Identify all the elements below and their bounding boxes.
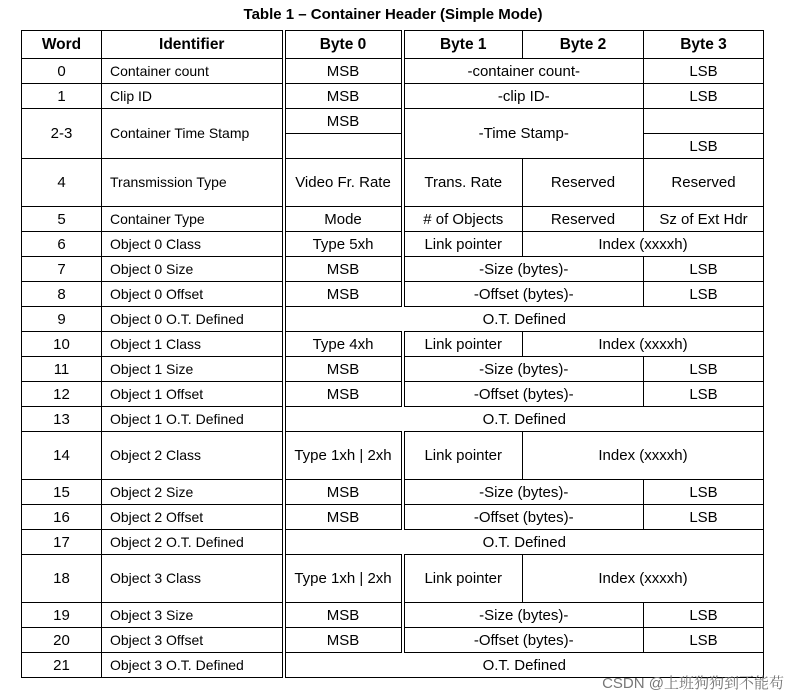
byte2-cell: Reserved: [523, 159, 644, 207]
header-row: [22, 31, 764, 59]
bytes-all-cell: O.T. Defined: [284, 653, 764, 678]
table-row: [22, 603, 764, 628]
byte3-cell: LSB: [644, 282, 764, 307]
byte12-cell: -Offset (bytes)-: [403, 382, 644, 407]
word-cell: 0: [22, 59, 102, 84]
header-byte3: Byte 3: [644, 31, 764, 59]
byte1-cell: Trans. Rate: [403, 159, 523, 207]
byte1-cell: Link pointer: [403, 332, 523, 357]
word-cell: 10: [22, 332, 102, 357]
table-row: [22, 307, 764, 332]
byte3-cell: LSB: [644, 84, 764, 109]
byte3-cell: LSB: [644, 382, 764, 407]
byte12-cell: -Size (bytes)-: [403, 357, 644, 382]
table-row: [22, 505, 764, 530]
byte0-cell-empty: [284, 134, 403, 159]
identifier-cell: Container Type: [102, 207, 284, 232]
byte0-cell: MSB: [284, 109, 403, 134]
identifier-cell: Object 2 Offset: [102, 505, 284, 530]
table-row: [22, 207, 764, 232]
word-cell: 15: [22, 480, 102, 505]
identifier-cell: Object 2 O.T. Defined: [102, 530, 284, 555]
word-cell: 8: [22, 282, 102, 307]
identifier-cell: Object 2 Class: [102, 432, 284, 480]
table-row: [22, 480, 764, 505]
header-word: Word: [22, 31, 102, 59]
table-row: [22, 332, 764, 357]
header-byte1: Byte 1: [403, 31, 523, 59]
identifier-cell: Object 0 Offset: [102, 282, 284, 307]
byte3-cell: LSB: [644, 357, 764, 382]
identifier-cell: Object 1 Offset: [102, 382, 284, 407]
byte3-cell: Reserved: [644, 159, 764, 207]
word-cell: 16: [22, 505, 102, 530]
byte0-cell: MSB: [284, 480, 403, 505]
byte0-cell: Type 1xh | 2xh: [284, 432, 403, 480]
byte3-cell: LSB: [644, 480, 764, 505]
byte12-cell: -Size (bytes)-: [403, 603, 644, 628]
word-cell: 19: [22, 603, 102, 628]
word-cell: 13: [22, 407, 102, 432]
byte23-cell: Index (xxxxh): [523, 432, 764, 480]
identifier-cell: Object 3 Size: [102, 603, 284, 628]
identifier-cell: Object 1 O.T. Defined: [102, 407, 284, 432]
watermark-text: CSDN @上班狗狗到不能苟: [602, 675, 784, 692]
byte3-cell: LSB: [644, 59, 764, 84]
byte1-cell: Link pointer: [403, 555, 523, 603]
table-row: [22, 232, 764, 257]
byte23-cell: Index (xxxxh): [523, 232, 764, 257]
identifier-cell: Object 0 Class: [102, 232, 284, 257]
byte3-cell: Sz of Ext Hdr: [644, 207, 764, 232]
byte0-cell: MSB: [284, 282, 403, 307]
identifier-cell: Object 3 Offset: [102, 628, 284, 653]
header-byte2: Byte 2: [523, 31, 644, 59]
byte0-cell: Video Fr. Rate: [284, 159, 403, 207]
byte1-cell: # of Objects: [403, 207, 523, 232]
table-row: [22, 282, 764, 307]
word-cell: 17: [22, 530, 102, 555]
byte0-cell: MSB: [284, 505, 403, 530]
identifier-cell: Object 2 Size: [102, 480, 284, 505]
identifier-cell: Object 0 Size: [102, 257, 284, 282]
byte0-cell: MSB: [284, 257, 403, 282]
word-cell: 1: [22, 84, 102, 109]
byte0-cell: MSB: [284, 84, 403, 109]
byte0-cell: MSB: [284, 357, 403, 382]
table-row: [22, 257, 764, 282]
word-cell: 9: [22, 307, 102, 332]
word-cell: 11: [22, 357, 102, 382]
word-cell: 5: [22, 207, 102, 232]
byte0-cell: Type 1xh | 2xh: [284, 555, 403, 603]
byte3-cell: LSB: [644, 628, 764, 653]
table-row: [22, 530, 764, 555]
bytes-all-cell: O.T. Defined: [284, 530, 764, 555]
byte23-cell: Index (xxxxh): [523, 332, 764, 357]
table-row: [22, 159, 764, 207]
word-cell: 12: [22, 382, 102, 407]
byte3-cell: LSB: [644, 603, 764, 628]
byte12-cell: -Size (bytes)-: [403, 257, 644, 282]
byte12-cell: -container count-: [403, 59, 644, 84]
bytes-all-cell: O.T. Defined: [284, 307, 764, 332]
byte3-cell: LSB: [644, 505, 764, 530]
table-row: [22, 382, 764, 407]
word-cell: 21: [22, 653, 102, 678]
word-cell: 18: [22, 555, 102, 603]
byte0-cell: MSB: [284, 603, 403, 628]
table-row: [22, 109, 764, 134]
word-cell: 14: [22, 432, 102, 480]
container-header-table: [21, 30, 764, 678]
byte23-cell: Index (xxxxh): [523, 555, 764, 603]
table-row: [22, 84, 764, 109]
byte0-cell: MSB: [284, 628, 403, 653]
identifier-cell: Object 1 Size: [102, 357, 284, 382]
byte0-cell: MSB: [284, 382, 403, 407]
identifier-cell: Container Time Stamp: [102, 109, 284, 159]
byte2-cell: Reserved: [523, 207, 644, 232]
identifier-cell: Clip ID: [102, 84, 284, 109]
byte0-cell: Type 5xh: [284, 232, 403, 257]
identifier-cell: Transmission Type: [102, 159, 284, 207]
identifier-cell: Container count: [102, 59, 284, 84]
byte3-cell-empty: [644, 109, 764, 134]
word-cell: 6: [22, 232, 102, 257]
table-row: [22, 407, 764, 432]
byte1-cell: Link pointer: [403, 432, 523, 480]
word-cell: 20: [22, 628, 102, 653]
table-row: [22, 357, 764, 382]
byte12-cell: -clip ID-: [403, 84, 644, 109]
byte0-cell: Mode: [284, 207, 403, 232]
table-title: Table 1 – Container Header (Simple Mode): [243, 6, 543, 23]
byte1-cell: Link pointer: [403, 232, 523, 257]
byte12-cell: -Offset (bytes)-: [403, 282, 644, 307]
identifier-cell: Object 1 Class: [102, 332, 284, 357]
table-row: [22, 432, 764, 480]
table-row: [22, 59, 764, 84]
header-byte0: Byte 0: [284, 31, 403, 59]
word-cell: 7: [22, 257, 102, 282]
bytes-all-cell: O.T. Defined: [284, 407, 764, 432]
byte0-cell: Type 4xh: [284, 332, 403, 357]
identifier-cell: Object 3 Class: [102, 555, 284, 603]
identifier-cell: Object 3 O.T. Defined: [102, 653, 284, 678]
byte12-cell: -Size (bytes)-: [403, 480, 644, 505]
word-cell: 2-3: [22, 109, 102, 159]
table-row: [22, 628, 764, 653]
header-identifier: Identifier: [102, 31, 284, 59]
byte12-cell: -Time Stamp-: [403, 109, 644, 159]
byte0-cell: MSB: [284, 59, 403, 84]
byte12-cell: -Offset (bytes)-: [403, 505, 644, 530]
byte3-cell: LSB: [644, 134, 764, 159]
byte12-cell: -Offset (bytes)-: [403, 628, 644, 653]
byte3-cell: LSB: [644, 257, 764, 282]
table-row: [22, 555, 764, 603]
word-cell: 4: [22, 159, 102, 207]
identifier-cell: Object 0 O.T. Defined: [102, 307, 284, 332]
